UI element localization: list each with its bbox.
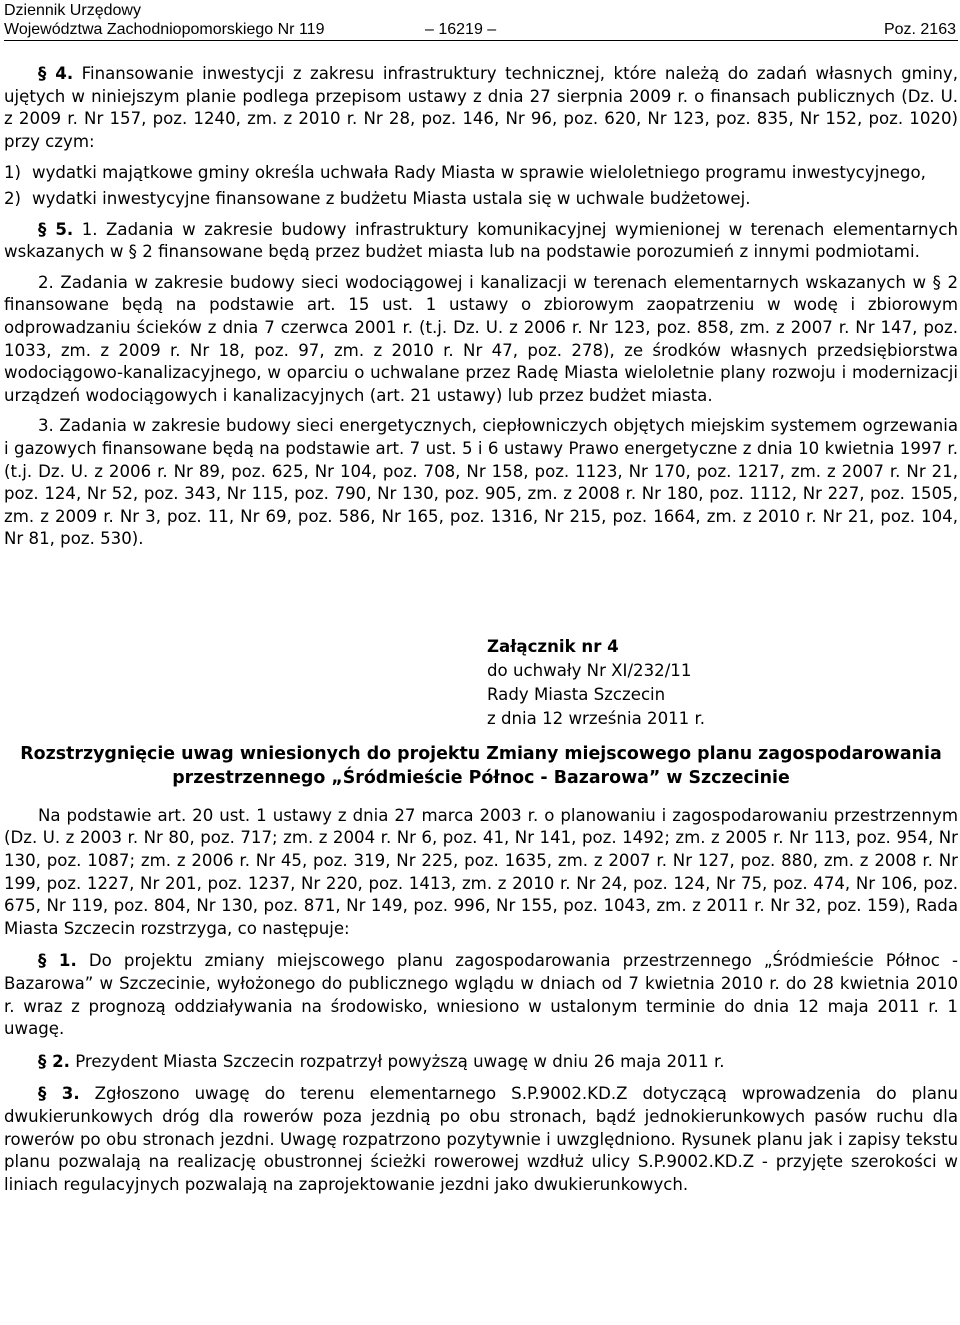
paragraph-5-3: 3. Zadania w zakresie budowy sieci energetycznych, ciepłowniczych objętych miejskim systemem ogrzewania i gazowych finansowane będą na podstawie art. 7 ust. 5 i 6 ustawy Prawo energetyczne z dnia 10 kwietnia 1997 r. (t.j. Dz. U. z 2006 r. Nr 89, poz. 625, Nr 104, poz. 708, Nr 158, poz. 1123, Nr 170, poz. 1217, zm. z 2007 r. Nr 21, poz. 124, Nr 52, poz. 343, Nr 115, poz. 790, Nr 130, poz. 905, zm. z 2008 r. Nr 180, poz. 1112, Nr 227, poz. 1505, zm. z 2009 r. Nr 3, poz. 11, Nr 69, poz. 586, Nr 165, poz. 1316, Nr 215, poz. 1664, zm. z 2010 r. Nr 21, poz. 104, Nr 81, poz. 530). — [4, 416, 958, 549]
decision-3 — [4, 1083, 958, 1196]
paragraph-5-1 — [4, 219, 958, 264]
section-mark: § 5. — [38, 219, 74, 239]
annex-label: Załącznik nr 4 — [487, 636, 619, 656]
list-item-text: wydatki majątkowe gminy określa uchwała Rady Miasta w sprawie wieloletniego programu inwestycyjnego, — [32, 163, 926, 183]
section-mark: § 3. — [38, 1084, 80, 1104]
paragraph-4-list — [4, 162, 958, 210]
annex-resolution: do uchwały Nr XI/232/11 — [487, 660, 692, 680]
paragraph-text: Finansowanie inwestycji z zakresu infrastruktury technicznej, które należą do zadań własnych gminy, ujętych w niniejszym planie podlega przepisom ustawy z dnia 27 sierpnia 2009 r. o finansach publicznych (Dz. U. z 2009 r. Nr 157, poz. 1240, zm. z 2010 r. Nr 28, poz. 146, Nr 96, poz. 620, Nr 123, poz. 835, Nr 152, poz. 1020) przy czym: — [4, 64, 959, 151]
page-number: – 16219 – — [425, 21, 497, 38]
section-mark: § 4. — [38, 64, 74, 83]
voivodeship-issue: Województwa Zachodniopomorskiego Nr 119 — [4, 21, 325, 38]
decision-2 — [4, 1051, 958, 1074]
legal-basis: Na podstawie art. 20 ust. 1 ustawy z dnia 27 marca 2003 r. o planowaniu i zagospodarowaniu przestrzennym (Dz. U. z 2003 r. Nr 80, poz. 717; zm. z 2004 r. Nr 6, poz. 41, Nr 141, poz. 1492; zm. z 2005 r. Nr 113, poz. 954, Nr 130, poz. 1087; zm. z 2006 r. Nr 45, poz. 319, Nr 225, poz. 1635, zm. z 2007 r. Nr 127, poz. 880, zm. z 2008 r. Nr 199, poz. 1227, Nr 201, poz. 1237, Nr 220, poz. 1413, zm. z 2010 r. Nr 24, poz. 124, Nr 75, poz. 474, Nr 106, poz. 675, Nr 119, poz. 804, Nr 130, poz. 871, Nr 149, poz. 996, Nr 155, poz. 1043, zm. z 2011 r. Nr 32, poz. 159), Rada Miasta Szczecin rozstrzyga, co następuje: — [4, 805, 958, 938]
journal-name: Dziennik Urzędowy — [4, 2, 141, 19]
paragraph-5-2: 2. Zadania w zakresie budowy sieci wodociągowej i kanalizacji w terenach elementarnych wskazanych w § 2 finansowane będą na podstawie art. 15 ust. 1 ustawy o zbiorowym zaopatrzeniu w wodę i zbiorowym odprowadzaniu ścieków z dnia 7 czerwca 2001 r. (t.j. Dz. U. z 2006 r. Nr 123, poz. 858, zm. z 2007 r. Nr 147, poz. 1033, zm. z 2009 r. Nr 18, poz. 97, zm. z 2010 r. Nr 47, poz. 278), ze środków własnych przedsiębiorstwa wodociągowo-kanalizacyjnego, w oparciu o uchwalane przez Radę Miasta wieloletnie plany rozwoju i modernizacji urządzeń wodociągowych i kanalizacyjnych (art. 21 ustawy) lub przez budżet miasta. — [4, 272, 958, 405]
paragraph-text: Zgłoszono uwagę do terenu elementarnego S.P.9002.KD.Z dotyczącą wprowadzenia do planu dwukierunkowych dróg dla rowerów poza jezdnią po obu stronach, bądź jednokierunkowych pasów ruchu dla rowerów po obu stronach jezdni. Uwagę rozpatrzono pozytywnie i uwzględniono. Rysunek planu jak i zapisy tekstu planu pozwalają na realizację obustronnej ścieżki rowerowej wzdłuż ulicy S.P.9002.KD.Z - przyjęte szerokości w liniach regulacyjnych pozwalają na zaprojektowanie jezdni jako dwukierunkowych. — [4, 1084, 958, 1194]
position-number: Poz. 2163 — [883, 21, 956, 38]
paragraph-text: Do projektu zmiany miejscowego planu zagospodarowania przestrzennego „Śródmieście Północ - Bazarowa” w Szczecinie, wyłożonego do publicznego wglądu w dniach od 7 kwietnia 2010 r. do 28 kwietnia 2010 r. wraz z prognozą oddziaływania na środowisko, wniesiono w ustalonym terminie do dnia 12 maja 2011 r. 1 uwagę. — [4, 951, 958, 1039]
section-mark: § 1. — [38, 951, 77, 971]
decision-1 — [4, 950, 958, 1040]
document-title — [4, 742, 958, 790]
title-line-2: przestrzennego „Śródmieście Północ - Bazarowa” w Szczecinie — [172, 767, 790, 788]
annex-council: Rady Miasta Szczecin — [487, 684, 666, 704]
annex-date: z dnia 12 września 2011 r. — [487, 708, 706, 728]
paragraph-text: Prezydent Miasta Szczecin rozpatrzył powyższą uwagę w dniu 26 maja 2011 r. — [75, 1051, 725, 1071]
list-item — [4, 188, 958, 211]
list-item-number: 2) — [4, 188, 22, 208]
list-item-text: wydatki inwestycyjne finansowane z budżetu Miasta ustala się w uchwale budżetowej. — [32, 188, 751, 208]
list-item-number: 1) — [4, 163, 22, 183]
paragraph-4 — [4, 63, 958, 153]
paragraph-text: 1. Zadania w zakresie budowy infrastruktury komunikacyjnej wymienionej w terenach elementarnych wskazanych w § 2 finansowane będą przez budżet miasta lub na podstawie porozumień z innymi podmiotami. — [4, 219, 958, 262]
page-header — [4, 0, 958, 41]
list-item — [4, 162, 958, 185]
section-mark: § 2. — [38, 1051, 70, 1071]
document-page — [4, 0, 958, 1196]
annex-header — [487, 635, 958, 731]
title-line-1: Rozstrzygnięcie uwag wniesionych do projektu Zmiany miejscowego planu zagospodarowania — [20, 743, 942, 764]
